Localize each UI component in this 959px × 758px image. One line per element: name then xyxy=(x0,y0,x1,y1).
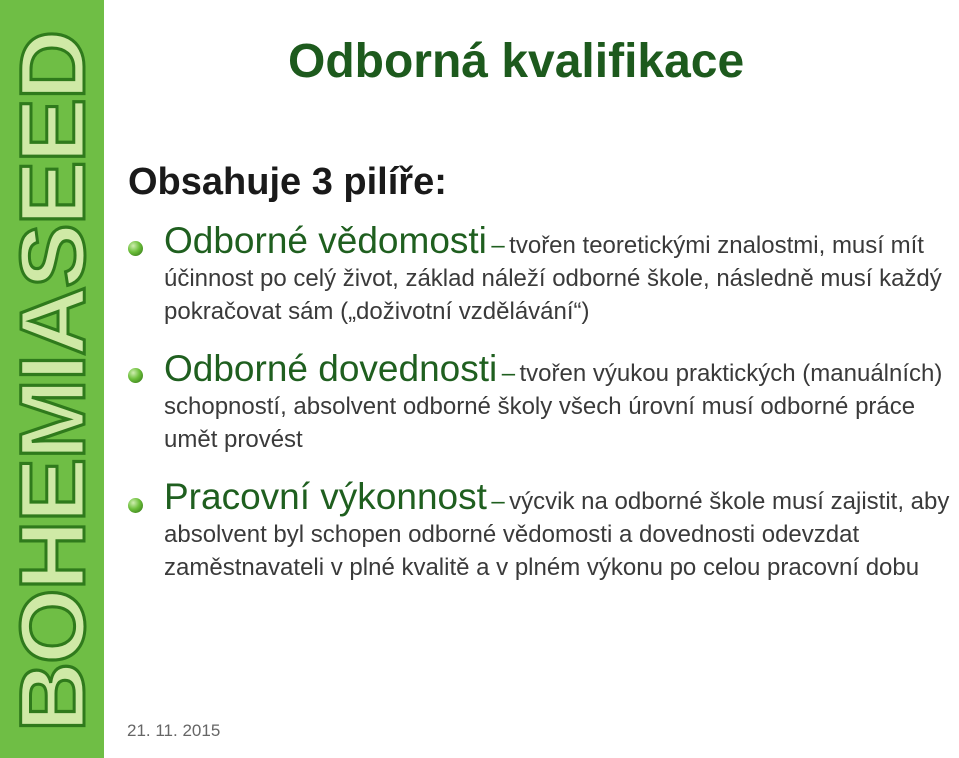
list-item xyxy=(128,348,954,456)
bullet-icon xyxy=(128,368,143,383)
pillar-description: tvořen teoretickými znalostmi, musí mít účinnost po celý život, základ náleží odborné škole, následně musí každý pokračovat sám („doživotní vzdělávání“) xyxy=(164,232,942,325)
slide-date: 21. 11. 2015 xyxy=(127,721,221,740)
dash: – xyxy=(491,488,505,515)
pillar-list xyxy=(128,220,954,604)
pillar-description: tvořen výukou praktických (manuálních) schopností, absolvent odborné školy všech úrovní musí odborné práce umět provést xyxy=(164,360,943,453)
dash: – xyxy=(491,232,505,259)
pillar-term: Odborné vědomosti xyxy=(164,220,487,261)
logo-sidebar xyxy=(0,0,104,758)
pillar-term: Odborné dovednosti xyxy=(164,348,498,389)
pillar-description: výcvik na odborné škole musí zajistit, aby absolvent byl schopen odborné vědomosti a dovednosti odevzdat zaměstnavateli v plné kvalitě a v plném výkonu po celou pracovní dobu xyxy=(164,488,950,581)
logo-text: BOHEMIASEED xyxy=(2,69,104,732)
bohemiaseed-logo xyxy=(2,20,104,740)
bullet-icon xyxy=(128,498,143,513)
list-item xyxy=(128,476,954,584)
slide-title: Odborná kvalifikace xyxy=(288,35,745,88)
slide-subtitle: Obsahuje 3 pilíře: xyxy=(128,161,447,203)
pillar-term: Pracovní výkonnost xyxy=(164,476,487,517)
bullet-icon xyxy=(128,241,143,256)
dash: – xyxy=(501,360,516,387)
list-item xyxy=(128,220,954,328)
